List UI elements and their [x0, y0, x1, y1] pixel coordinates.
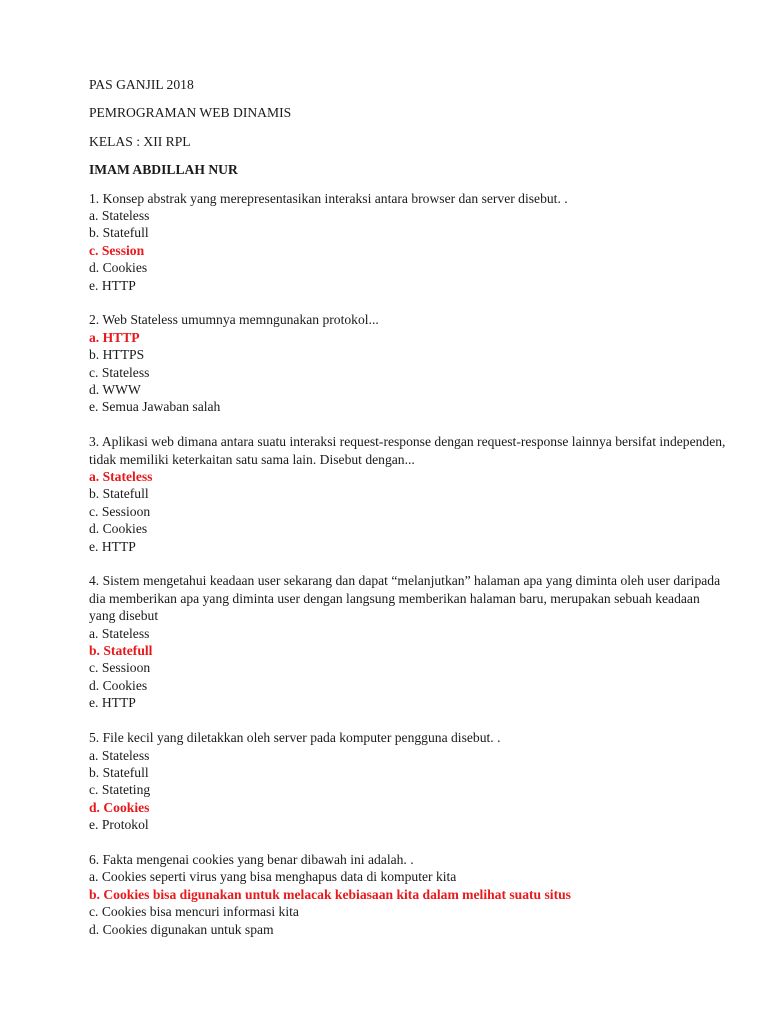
answer-option: d. Cookies — [89, 521, 148, 537]
answer-option-correct: b. Cookies bisa digunakan untuk melacak kebiasaan kita dalam melihat suatu situs — [89, 886, 571, 902]
answer-option: c. Stateless — [89, 364, 150, 380]
exam-title: PAS GANJIL 2018 — [89, 77, 194, 92]
question-1 — [89, 190, 729, 294]
answer-option: a. Cookies seperti virus yang bisa menghapus data di komputer kita — [89, 869, 457, 885]
answer-option: a. Stateless — [89, 747, 150, 763]
class-label: KELAS : XII RPL — [89, 133, 191, 149]
question-text: 2. Web Stateless umumnya memngunakan protokol... — [89, 312, 379, 328]
answer-option: e. Semua Jawaban salah — [89, 399, 221, 415]
question-5 — [89, 729, 729, 833]
answer-option: d. Cookies digunakan untuk spam — [89, 921, 274, 937]
answer-option-correct: a. HTTP — [89, 329, 140, 345]
subject-title: PEMROGRAMAN WEB DINAMIS — [89, 105, 292, 121]
document-page — [89, 76, 729, 955]
question-6 — [89, 851, 729, 938]
answer-option: c. Sessioon — [89, 503, 151, 519]
answer-option: e. HTTP — [89, 538, 136, 554]
answer-option: e. Protokol — [89, 817, 149, 833]
document-header — [89, 76, 729, 179]
question-text: 6. Fakta mengenai cookies yang benar dibawah ini adalah. . — [89, 851, 414, 867]
question-4 — [89, 572, 729, 711]
answer-option-correct: c. Session — [89, 242, 145, 258]
answer-option: b. HTTPS — [89, 347, 145, 363]
answer-option: c. Sessioon — [89, 660, 151, 676]
question-text: 4. Sistem mengetahui keadaan user sekarang dan dapat “melanjutkan” halaman apa yang diminta oleh user daripada dia memberikan apa yang diminta user dengan langsung memberikan halaman baru, merupakan sebuah keadaan yang disebut — [89, 573, 721, 624]
answer-option-correct: d. Cookies — [89, 799, 150, 815]
author-name: IMAM ABDILLAH NUR — [89, 162, 238, 178]
answer-option: b. Statefull — [89, 486, 149, 502]
answer-option: b. Statefull — [89, 764, 149, 780]
answer-option: c. Stateting — [89, 782, 151, 798]
answer-option: d. WWW — [89, 382, 141, 398]
answer-option: d. Cookies — [89, 677, 148, 693]
question-text: 5. File kecil yang diletakkan oleh server pada komputer pengguna disebut. . — [89, 730, 501, 746]
question-text: 1. Konsep abstrak yang merepresentasikan interaksi antara browser dan server disebut. . — [89, 190, 568, 206]
answer-option: e. HTTP — [89, 277, 136, 293]
question-2 — [89, 311, 729, 415]
question-list — [89, 190, 729, 938]
question-3 — [89, 433, 729, 555]
answer-option: d. Cookies — [89, 260, 148, 276]
answer-option: a. Stateless — [89, 207, 150, 223]
answer-option-correct: b. Statefull — [89, 643, 153, 659]
answer-option: a. Stateless — [89, 625, 150, 641]
answer-option: c. Cookies bisa mencuri informasi kita — [89, 904, 299, 920]
answer-option: e. HTTP — [89, 695, 136, 711]
question-text: 3. Aplikasi web dimana antara suatu interaksi request-response dengan request-response lainnya bersifat independen, tidak memiliki keterkaitan satu sama lain. Disebut dengan... — [89, 434, 726, 467]
answer-option: b. Statefull — [89, 225, 149, 241]
answer-option-correct: a. Stateless — [89, 469, 153, 485]
